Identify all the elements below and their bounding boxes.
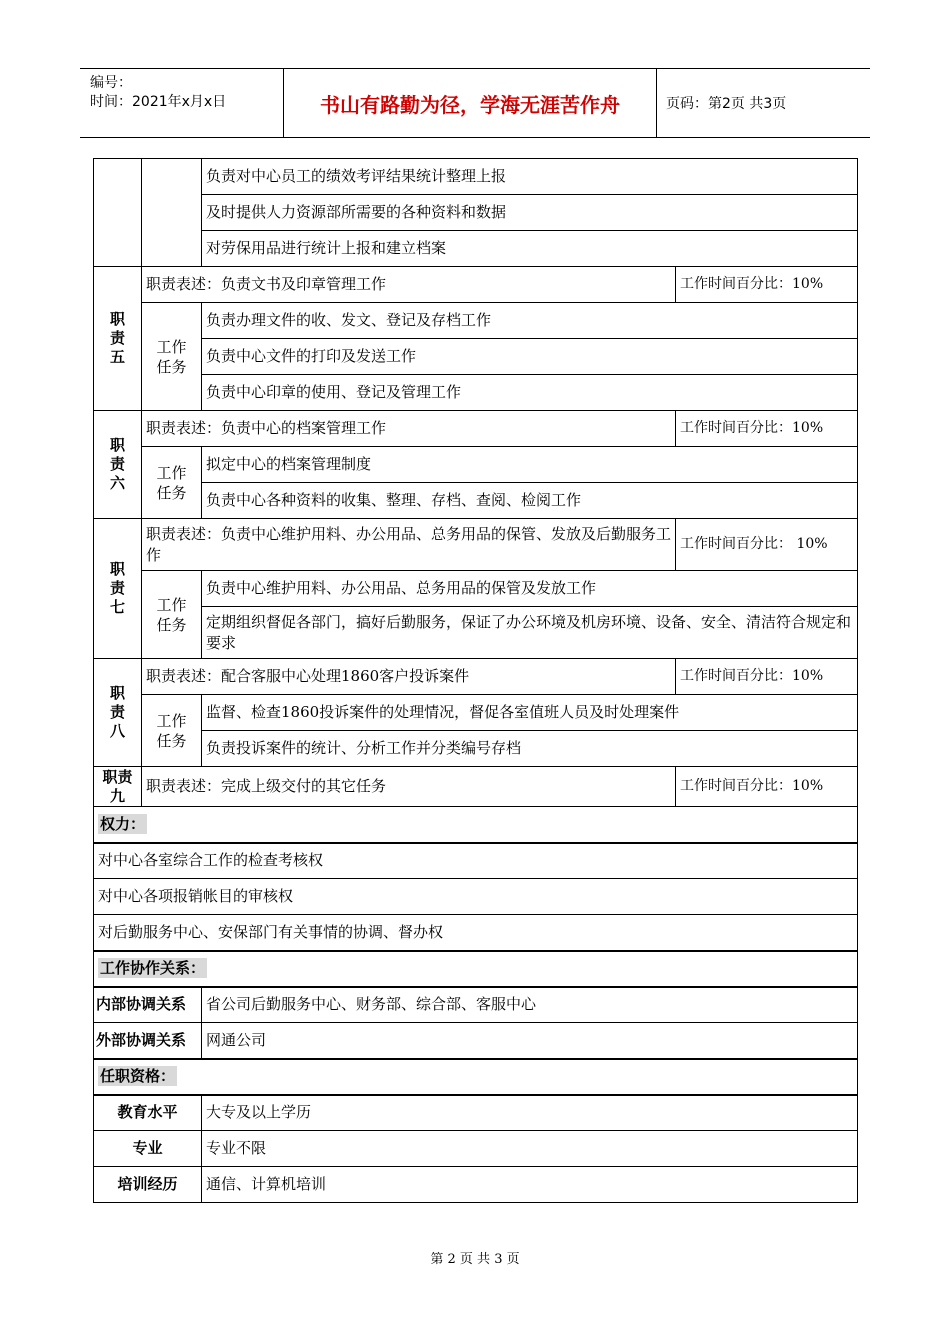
external-coordination-label: 外部协调关系: [94, 1023, 202, 1059]
duty-time-percentage: 工作时间百分比：10%: [676, 267, 858, 303]
task-text: 负责投诉案件的统计、分析工作并分类编号存档: [202, 731, 858, 767]
doc-code-label: 编号：: [90, 75, 132, 91]
duty-description: 职责表述：负责文书及印章管理工作: [142, 267, 676, 303]
duty-label: [94, 659, 142, 767]
section-title-text: 工作协作关系：: [100, 959, 206, 977]
task-text: 负责办理文件的收、发文、登记及存档工作: [202, 303, 858, 339]
duty-label-text: 职责九: [102, 767, 133, 805]
table-row: [94, 731, 858, 767]
section-title-text: 权力：: [100, 814, 146, 833]
table-row: [94, 267, 858, 303]
duty-label-text: 职责六: [109, 436, 125, 492]
table-row: [94, 231, 858, 267]
task-text: 监督、检查1860投诉案件的处理情况，督促各室值班人员及时处理案件: [202, 695, 858, 731]
duty-description: 职责表述：负责中心维护用料、办公用品、总务用品的保管、发放及后勤服务工作: [142, 519, 676, 571]
table-row: [94, 195, 858, 231]
duty-description: 职责表述：负责中心的档案管理工作: [142, 411, 676, 447]
task-label: [142, 303, 202, 411]
page-footer: 第 2 页 共 3 页: [430, 1252, 520, 1267]
education-value: 大专及以上学历: [202, 1095, 858, 1131]
table-row: [94, 159, 858, 195]
table-row: [94, 303, 858, 339]
page-header: [80, 68, 870, 138]
table-row: [94, 951, 858, 987]
table-row: [94, 659, 858, 695]
task-text: 拟定中心的档案管理制度: [202, 447, 858, 483]
table-row: [94, 375, 858, 411]
table-row: [94, 987, 858, 1023]
duty-label: [94, 519, 142, 659]
table-row: [94, 483, 858, 519]
duty-label-text: 职责七: [109, 560, 125, 616]
task-label: [142, 447, 202, 519]
duty-label-text: 职责八: [109, 684, 125, 740]
duty-time-percentage: 工作时间百分比： 10%: [676, 519, 858, 571]
table-row: [94, 767, 858, 807]
training-label: 培训经历: [94, 1167, 202, 1203]
major-label: 专业: [94, 1131, 202, 1167]
task-label: [142, 695, 202, 767]
duty-time-percentage: 工作时间百分比：10%: [676, 767, 858, 807]
table-row: [94, 1059, 858, 1095]
duty-time-percentage: 工作时间百分比：10%: [676, 411, 858, 447]
task-label-text: 工作任务: [156, 711, 187, 750]
task-label-text: 工作任务: [156, 595, 187, 634]
task-text: 负责中心文件的打印及发送工作: [202, 339, 858, 375]
header-meta: [80, 69, 283, 137]
table-row: [94, 843, 858, 879]
table-row: [94, 447, 858, 483]
major-value: 专业不限: [202, 1131, 858, 1167]
task-text: 及时提供人力资源部所需要的各种资料和数据: [202, 195, 858, 231]
header-motto: 书山有路勤为径，学海无涯苦作舟: [283, 69, 657, 137]
training-value: 通信、计算机培训: [202, 1167, 858, 1203]
table-row: [94, 411, 858, 447]
table-row: [94, 1131, 858, 1167]
internal-coordination-value: 省公司后勤服务中心、财务部、综合部、客服中心: [202, 987, 858, 1023]
duty-label-text: 职责五: [109, 310, 125, 366]
duty-description: 职责表述：配合客服中心处理1860客户投诉案件: [142, 659, 676, 695]
section-title-text: 任职资格：: [100, 1067, 176, 1085]
task-label-text: 工作任务: [156, 463, 187, 502]
table-row: [94, 519, 858, 571]
table-row: [94, 607, 858, 659]
task-label-text: 工作任务: [156, 337, 187, 376]
table-row: [94, 807, 858, 843]
task-text: 对劳保用品进行统计上报和建立档案: [202, 231, 858, 267]
duty-description: 职责表述：完成上级交付的其它任务: [142, 767, 676, 807]
doc-time-label: 时间：2021年x月x日: [90, 94, 227, 110]
table-row: [94, 1167, 858, 1203]
task-label: [142, 571, 202, 659]
section-title-qualification: [94, 1059, 858, 1095]
task-text: 定期组织督促各部门，搞好后勤服务，保证了办公环境及机房环境、设备、安全、清洁符合规定和要求: [202, 607, 858, 659]
task-text: 负责中心印章的使用、登记及管理工作: [202, 375, 858, 411]
duty-label: [94, 767, 142, 807]
table-row: [94, 571, 858, 607]
education-label: 教育水平: [94, 1095, 202, 1131]
header-page-number: 页码：第2页 共3页: [666, 96, 787, 112]
task-label-cell: [142, 159, 202, 267]
table-row: [94, 879, 858, 915]
section-title-cooperation: [94, 951, 858, 987]
task-text: 负责对中心员工的绩效考评结果统计整理上报: [202, 159, 858, 195]
authority-item: 对后勤服务中心、安保部门有关事情的协调、督办权: [94, 915, 858, 951]
authority-item: 对中心各室综合工作的检查考核权: [94, 843, 858, 879]
internal-coordination-label: 内部协调关系: [94, 987, 202, 1023]
table-row: [94, 1023, 858, 1059]
task-text: 负责中心维护用料、办公用品、总务用品的保管及发放工作: [202, 571, 858, 607]
table-row: [94, 339, 858, 375]
external-coordination-value: 网通公司: [202, 1023, 858, 1059]
authority-item: 对中心各项报销帐目的审核权: [94, 879, 858, 915]
section-title-authority: [94, 807, 858, 843]
duty-label: [94, 267, 142, 411]
table-row: [94, 915, 858, 951]
table-row: [94, 695, 858, 731]
duty-label-cell: [94, 159, 142, 267]
duty-time-percentage: 工作时间百分比：10%: [676, 659, 858, 695]
table-row: [94, 1095, 858, 1131]
duty-label: [94, 411, 142, 519]
job-description-table: [93, 158, 858, 1203]
task-text: 负责中心各种资料的收集、整理、存档、查阅、检阅工作: [202, 483, 858, 519]
